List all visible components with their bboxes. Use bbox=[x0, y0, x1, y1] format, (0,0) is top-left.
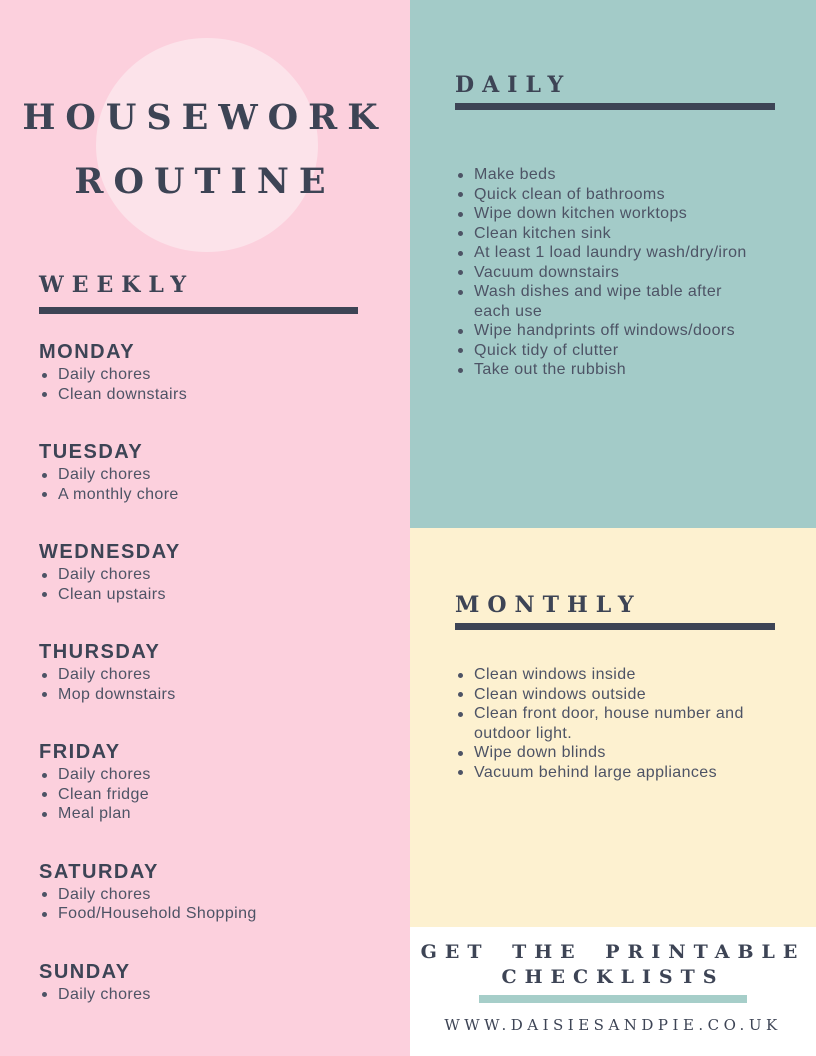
list-item: Wipe down kitchen worktops bbox=[455, 204, 747, 224]
list-item: Quick tidy of clutter bbox=[455, 341, 747, 361]
list-item: Wipe handprints off windows/doors bbox=[455, 321, 747, 341]
weekly-days bbox=[39, 340, 361, 1004]
list-item: Clean windows inside bbox=[455, 665, 747, 685]
list-item: Vacuum downstairs bbox=[455, 263, 747, 283]
day-block-sunday bbox=[39, 960, 361, 1005]
day-name: SUNDAY bbox=[39, 960, 131, 983]
list-item: Clean fridge bbox=[39, 785, 361, 805]
poster-title-line1: HOUSEWORK bbox=[22, 97, 388, 138]
list-item: Vacuum behind large appliances bbox=[455, 763, 747, 783]
list-item: Clean windows outside bbox=[455, 685, 747, 705]
day-block-thursday bbox=[39, 640, 361, 704]
list-item: Meal plan bbox=[39, 804, 361, 824]
list-item: Mop downstairs bbox=[39, 685, 361, 705]
day-name: WEDNESDAY bbox=[39, 541, 181, 563]
day-name: MONDAY bbox=[39, 341, 136, 363]
footer-panel bbox=[410, 927, 816, 1056]
list-item: Daily chores bbox=[39, 565, 361, 585]
weekly-section bbox=[39, 272, 361, 1040]
monthly-content bbox=[455, 592, 785, 782]
monthly-panel bbox=[410, 528, 816, 927]
list-item: Quick clean of bathrooms bbox=[455, 185, 747, 205]
list-item: Clean downstairs bbox=[39, 385, 361, 405]
day-name: TUESDAY bbox=[39, 441, 144, 463]
list-item: Make beds bbox=[455, 165, 747, 185]
daily-chore-list bbox=[455, 165, 747, 380]
list-item: Daily chores bbox=[39, 885, 361, 905]
list-item: Wash dishes and wipe table after each use bbox=[455, 282, 747, 321]
footer-heading-line1: GET THE PRINTABLE bbox=[420, 941, 806, 963]
footer-url: WWW.DAISIESANDPIE.CO.UK bbox=[444, 1016, 782, 1034]
list-item: Daily chores bbox=[39, 765, 361, 785]
footer-heading-line2: CHECKLISTS bbox=[501, 966, 725, 988]
footer-heading bbox=[410, 940, 816, 990]
monthly-chore-list bbox=[455, 665, 747, 782]
day-chore-list bbox=[39, 465, 361, 504]
weekly-heading-rule bbox=[39, 307, 358, 314]
weekly-heading: WEEKLY bbox=[39, 272, 195, 298]
daily-content bbox=[455, 72, 785, 380]
list-item: Daily chores bbox=[39, 985, 361, 1005]
list-item: Clean front door, house number and outdoor light. bbox=[455, 704, 747, 743]
monthly-heading: MONTHLY bbox=[455, 592, 642, 618]
day-chore-list bbox=[39, 885, 361, 924]
list-item: Daily chores bbox=[39, 465, 361, 485]
day-name: THURSDAY bbox=[39, 641, 161, 663]
poster-title-line2: ROUTINE bbox=[74, 161, 336, 202]
day-block-tuesday bbox=[39, 440, 361, 504]
day-name: FRIDAY bbox=[39, 741, 121, 763]
list-item: At least 1 load laundry wash/dry/iron bbox=[455, 243, 747, 263]
daily-panel bbox=[410, 0, 816, 528]
day-chore-list bbox=[39, 665, 361, 704]
day-block-saturday bbox=[39, 860, 361, 924]
day-chore-list bbox=[39, 365, 361, 404]
day-block-wednesday bbox=[39, 540, 361, 604]
list-item: Daily chores bbox=[39, 665, 361, 685]
list-item: Clean upstairs bbox=[39, 585, 361, 605]
list-item: Daily chores bbox=[39, 365, 361, 385]
day-chore-list bbox=[39, 565, 361, 604]
poster-title bbox=[0, 86, 410, 214]
footer-accent-bar bbox=[479, 995, 747, 1003]
list-item: A monthly chore bbox=[39, 485, 361, 505]
day-chore-list bbox=[39, 985, 361, 1005]
day-block-friday bbox=[39, 740, 361, 824]
list-item: Clean kitchen sink bbox=[455, 224, 747, 244]
daily-heading: DAILY bbox=[455, 72, 572, 98]
day-block-monday bbox=[39, 340, 361, 404]
list-item: Wipe down blinds bbox=[455, 743, 747, 763]
monthly-heading-rule bbox=[455, 623, 775, 630]
list-item: Food/Household Shopping bbox=[39, 904, 361, 924]
daily-heading-rule bbox=[455, 103, 775, 110]
list-item: Take out the rubbish bbox=[455, 360, 747, 380]
day-name: SATURDAY bbox=[39, 860, 159, 883]
day-chore-list bbox=[39, 765, 361, 824]
